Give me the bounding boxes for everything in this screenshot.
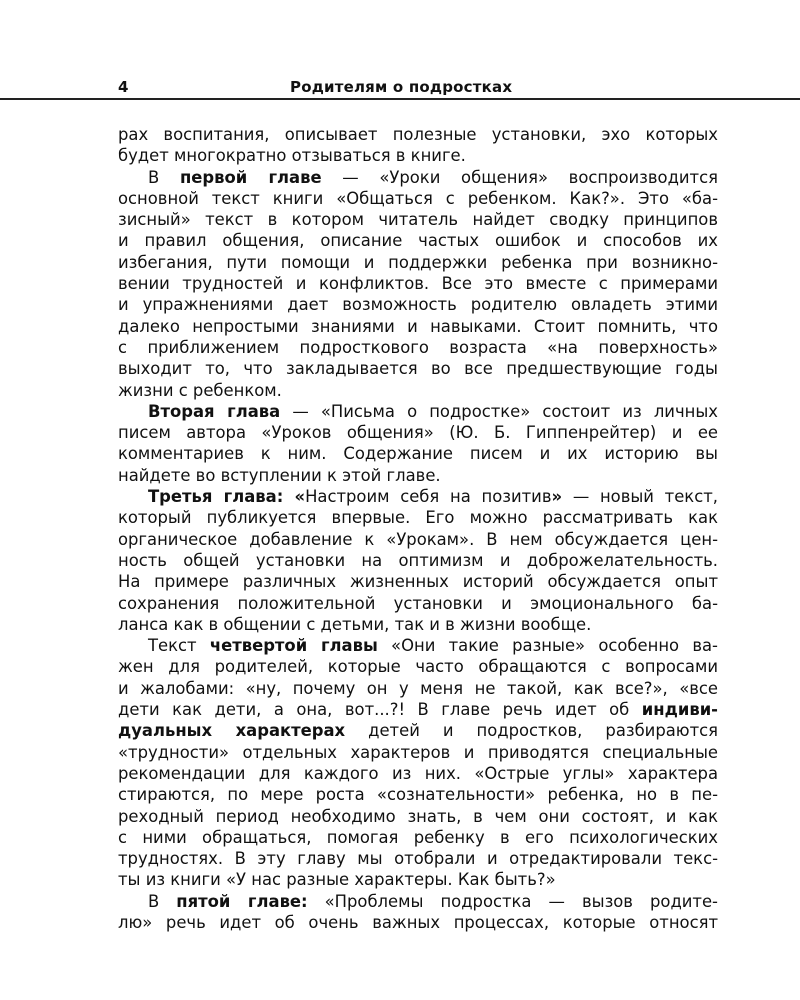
text-run: трудностях. В эту главу мы отобрали и отредактировали текс- xyxy=(118,849,718,869)
text-line xyxy=(118,529,718,550)
text-line xyxy=(118,230,718,251)
text-run: зисный» текст в котором читатель найдет сводку принципов xyxy=(118,210,718,230)
bold-text-run: четвертой главы xyxy=(209,636,378,656)
text-line xyxy=(118,443,718,464)
text-run: вении трудностей и конфликтов. Все это вместе с примерами xyxy=(118,274,718,294)
text-line xyxy=(118,550,718,571)
text-line xyxy=(118,507,718,528)
text-run: избегания, пути помощи и поддержки ребенка при возникно- xyxy=(118,252,718,272)
text-line xyxy=(118,422,718,443)
text-run: «Проблемы подростка — вызов родите- xyxy=(307,891,718,911)
text-run: детей и подростков, разбираются xyxy=(345,721,718,741)
text-run: лю» речь идет об очень важных процессах, которые относят xyxy=(118,912,718,932)
text-run: сохранения положительной установки и эмоционального ба- xyxy=(118,593,718,613)
header-rule xyxy=(0,98,800,100)
text-line xyxy=(118,848,718,869)
text-run: рекомендации для каждого из них. «Острые углы» характера xyxy=(118,763,718,783)
text-run: Настроим себя на позитив xyxy=(305,487,552,507)
text-run: ты из книги «У нас разные характеры. Как быть?» xyxy=(118,870,556,890)
text-run: жизни с ребенком. xyxy=(118,380,282,400)
text-run: писем автора «Уроков общения» (Ю. Б. Гиппенрейтер) и ее xyxy=(118,423,718,443)
text-line xyxy=(118,252,718,273)
text-line xyxy=(118,806,718,827)
paragraph xyxy=(118,124,718,167)
text-line xyxy=(118,699,718,720)
text-line xyxy=(118,827,718,848)
text-run: В xyxy=(148,167,180,187)
text-run: «трудности» отдельных характеров и приводятся специальные xyxy=(118,742,718,762)
text-line xyxy=(118,167,718,188)
body-text xyxy=(118,124,718,933)
text-run: рах воспитания, описывает полезные установки, эхо которых xyxy=(118,125,718,144)
page-header xyxy=(0,76,800,100)
text-run: с ними обращаться, помогая ребенку в его психологических xyxy=(118,827,718,847)
text-run: будет многократно отзываться в книге. xyxy=(118,146,466,166)
bold-text-run: Третья глава: « xyxy=(148,487,306,507)
bold-text-run: пятой главе: xyxy=(176,891,308,911)
text-line xyxy=(118,209,718,230)
text-line xyxy=(118,571,718,592)
text-run: с приближением подросткового возраста «на поверхность» xyxy=(118,337,718,357)
paragraph xyxy=(118,891,718,934)
bold-text-run: первой главе xyxy=(179,167,322,187)
text-line xyxy=(118,912,718,933)
text-run: — «Письма о подростке» состоит из личных xyxy=(280,401,718,421)
text-line xyxy=(118,614,718,635)
bold-text-run: индиви- xyxy=(641,700,718,720)
text-run: основной текст книги «Общаться с ребенком. Как?». Это «ба- xyxy=(118,188,718,208)
running-title: Родителям о подростках xyxy=(290,78,513,96)
text-run: и правил общения, описание частых ошибок и способов их xyxy=(118,231,718,251)
text-run: органическое добавление к «Урокам». В нем обсуждается цен- xyxy=(118,529,718,549)
text-run: — новый текст, xyxy=(562,487,718,507)
text-line xyxy=(118,188,718,209)
text-line xyxy=(118,593,718,614)
text-line xyxy=(118,145,718,166)
bold-text-run: дуальных характерах xyxy=(118,721,346,741)
text-run: стираются, по мере роста «сознательности» ребенка, но в пе- xyxy=(118,785,718,805)
text-line xyxy=(118,337,718,358)
bold-text-run: » xyxy=(551,487,563,507)
text-line xyxy=(118,891,718,912)
text-line xyxy=(118,869,718,890)
text-line xyxy=(118,678,718,699)
paragraph xyxy=(118,635,718,891)
text-run: который публикуется впервые. Его можно рассматривать как xyxy=(118,508,718,528)
text-line xyxy=(118,294,718,315)
page-number: 4 xyxy=(118,78,129,96)
text-run: и упражнениями дает возможность родителю овладеть этими xyxy=(118,295,718,315)
text-run: На примере различных жизненных историй обсуждается опыт xyxy=(118,572,718,592)
text-run: дети как дети, а она, вот...?! В главе речь идет об xyxy=(118,700,642,720)
text-line xyxy=(118,784,718,805)
text-line xyxy=(118,635,718,656)
bold-text-run: Вторая глава xyxy=(148,401,281,421)
text-line xyxy=(118,465,718,486)
text-line xyxy=(118,358,718,379)
text-line xyxy=(118,380,718,401)
text-run: ность общей установки на оптимизм и доброжелательность. xyxy=(118,550,718,570)
text-run: В xyxy=(148,891,177,911)
text-run: — «Уроки общения» воспроизводится xyxy=(321,167,718,187)
text-line xyxy=(118,742,718,763)
paragraph xyxy=(118,167,718,401)
text-line xyxy=(118,656,718,677)
text-run: ланса как в общении с детьми, так и в жизни вообще. xyxy=(118,614,592,634)
paragraph xyxy=(118,401,718,486)
text-line xyxy=(118,124,718,145)
text-line xyxy=(118,763,718,784)
text-line xyxy=(118,720,718,741)
text-run: комментариев к ним. Содержание писем и их историю вы xyxy=(118,444,718,464)
text-run: найдете во вступлении к этой главе. xyxy=(118,465,441,485)
text-run: Текст xyxy=(148,636,210,656)
text-run: «Они такие разные» особенно ва- xyxy=(377,636,718,656)
text-line xyxy=(118,486,718,507)
text-run: и жалобами: «ну, почему он у меня не такой, как все?», «все xyxy=(118,678,718,698)
text-line xyxy=(118,316,718,337)
paragraph xyxy=(118,486,718,635)
text-line xyxy=(118,273,718,294)
text-line xyxy=(118,401,718,422)
text-run: далеко непростыми знаниями и навыками. Стоит помнить, что xyxy=(118,316,718,336)
text-run: реходный период необходимо знать, в чем они состоят, и как xyxy=(118,806,718,826)
text-run: выходит то, что закладывается во все предшествующие годы xyxy=(118,359,718,379)
text-run: жен для родителей, которые часто обращаются с вопросами xyxy=(118,657,718,677)
